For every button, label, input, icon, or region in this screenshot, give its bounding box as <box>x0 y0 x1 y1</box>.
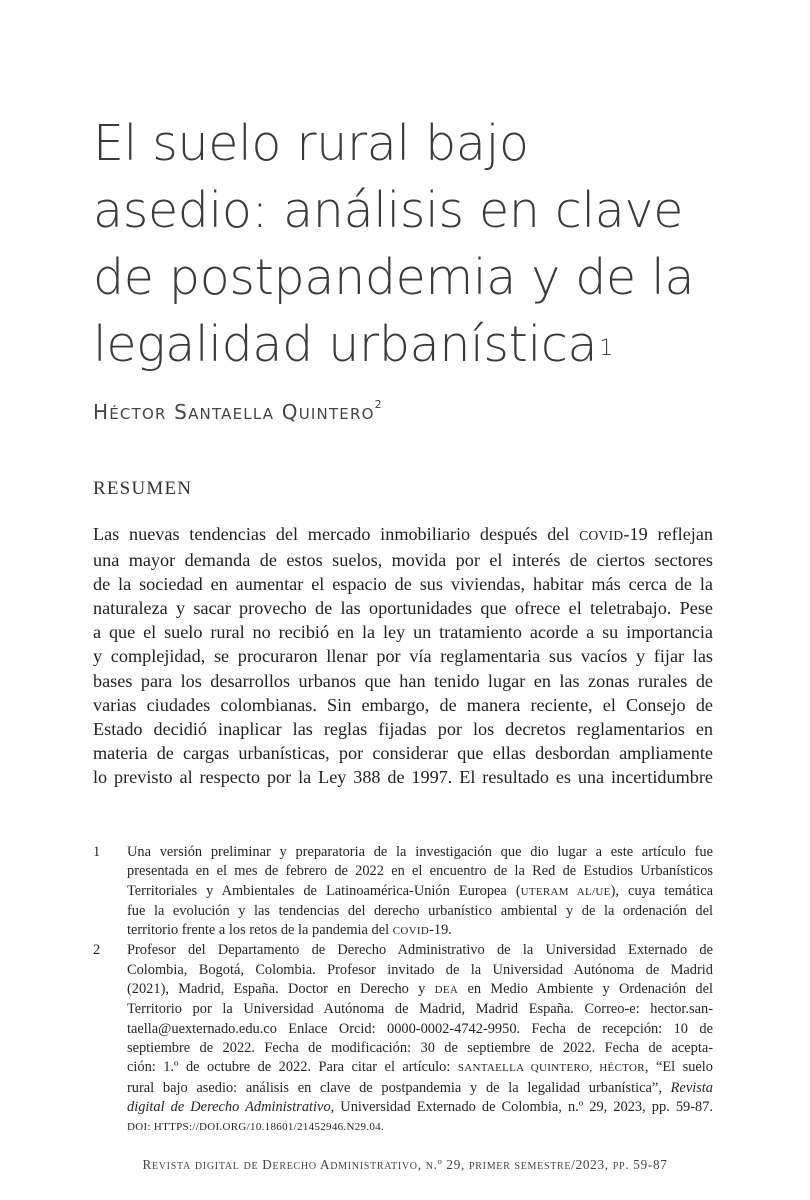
small-caps-text: SANTAELLA QUINTERO, HÉCTOR <box>457 1062 645 1075</box>
abstract-body <box>93 522 713 789</box>
line-text: , “El suelo <box>644 1059 713 1076</box>
line-text: septiembre de 2022. Fecha de modificación: 30 de septiembre de 2022. Fecha de acepta- <box>127 1039 713 1056</box>
text-line <box>127 1020 713 1039</box>
line-text: territorio frente a los retos de la pandemia del <box>127 922 393 939</box>
title-line-text: legalidad urbanística <box>93 316 598 373</box>
text-line <box>127 1117 713 1137</box>
text-line <box>127 1000 713 1019</box>
footnote <box>93 941 713 1137</box>
text-line <box>93 522 713 548</box>
footnote-number: 1 <box>93 844 101 860</box>
line-text: Profesor del Departamento de Derecho Administrativo de la Universidad Externado de <box>127 942 713 959</box>
title-line: asedio: análisis en clave <box>93 182 684 239</box>
line-text: Estado decidió inaplicar las reglas fijadas por los decretos reglamentarios en <box>93 718 713 739</box>
author-initial: Q <box>281 400 299 424</box>
author-initial: S <box>174 400 189 424</box>
line-text: bases para los desarrollos urbanos que han tenido lugar en las zonas rurales de <box>93 670 713 691</box>
title-line: El suelo rural bajo <box>93 115 529 172</box>
text-line <box>127 862 713 881</box>
line-text: , Universidad Externado de Colombia, n.º 29, 2023, pp. 59-87. <box>330 1098 713 1115</box>
small-caps-text: COVID <box>579 528 624 543</box>
text-line <box>93 596 713 620</box>
text-line <box>93 741 713 765</box>
title-line <box>93 311 733 378</box>
abstract-heading: RESUMEN <box>93 478 193 499</box>
author-initial: H <box>93 400 110 424</box>
author-name-rest: ÉCTOR <box>109 405 167 423</box>
author-name-rest: UINTERO <box>298 405 375 423</box>
text-line <box>93 693 713 717</box>
line-text: -19 reflejan <box>623 524 713 544</box>
line-text: fue la evolución y las tendencias del derecho urbanístico ambiental y de la ordenación del <box>127 902 713 919</box>
line-text: Territorio por la Universidad Autónoma de Madrid, Madrid España. Correo-e: hector.san- <box>127 1001 713 1018</box>
line-text: (2021), Madrid, España. Doctor en Derecho y <box>127 981 435 998</box>
journal-name-italic: Revista <box>670 1079 713 1096</box>
line-text: y complejidad, se procuraron llenar por vía reglamentaria sus vacíos y fijar las <box>93 646 713 667</box>
text-line <box>93 572 713 596</box>
journal-name-italic: digital de Derecho Administrativo <box>127 1098 331 1115</box>
author-name <box>93 400 383 424</box>
text-line <box>127 882 713 902</box>
text-line <box>93 669 713 693</box>
line-text: presentada en el mes de febrero de 2022 en el encuentro de la Red de Estudios Urbanísticos <box>127 863 713 880</box>
line-text: naturaleza y sacar provecho de las oportunidades que ofrece el teletrabajo. Pese <box>93 598 713 619</box>
text-line <box>127 1098 713 1117</box>
text-line <box>93 765 713 789</box>
text-line <box>127 980 713 1000</box>
line-text: materia de cargas urbanísticas, por considerar que ellas desbordan ampliamente <box>93 742 713 763</box>
text-line <box>93 644 713 668</box>
line-text: ), cuya temática <box>610 882 713 899</box>
line-text: una mayor demanda de estos suelos, movida por el interés de ciertos sectores <box>93 550 713 571</box>
running-footer <box>0 1157 810 1173</box>
line-text: lo previsto al respecto por la Ley 388 de 1997. El resultado es una incertidumbre <box>93 766 713 787</box>
small-caps-text: DEA <box>434 984 459 997</box>
text-line <box>127 941 713 960</box>
line-text: Territoriales y Ambientales de Latinoamérica-Unión Europea ( <box>127 882 521 899</box>
footnote <box>93 843 713 941</box>
line-text: taella@uexternado.edu.co Enlace Orcid: 0000-0002-4742-9950. Fecha de recepción: 10 de <box>127 1020 713 1037</box>
text-line <box>127 961 713 980</box>
small-caps-text: UTERAM AL/UE <box>520 885 611 898</box>
article-title <box>93 110 733 378</box>
line-text: en Medio Ambiente y Ordenación del <box>458 981 713 998</box>
footnote-number: 2 <box>93 942 101 959</box>
small-caps-text: DOI <box>127 1121 148 1134</box>
text-line <box>127 902 713 921</box>
text-line <box>127 843 713 862</box>
line-text: rural bajo asedio: análisis en clave de postpandemia y de la legalidad urbanística”, <box>127 1079 671 1096</box>
line-text: Colombia, Bogotá, Colombia. Profesor invitado de la Universidad Autónoma de Madrid <box>127 961 713 978</box>
footnotes <box>93 843 713 1137</box>
text-line <box>93 620 713 644</box>
line-text: varias ciudades colombianas. Sin embargo, de manera reciente, el Consejo de <box>93 694 713 715</box>
small-caps-text: : HTTPS://DOI.ORG/10.18601/21452946.N29.04. <box>147 1121 385 1134</box>
text-line <box>93 717 713 741</box>
line-text: a que el suelo rural no recibió en la ley un tratamiento acorde a su importancia <box>93 622 713 643</box>
text-line <box>127 1039 713 1058</box>
text-line <box>127 921 713 941</box>
title-line: de postpandemia y de la <box>93 249 695 306</box>
text-line <box>93 548 713 572</box>
small-caps-text: COVID <box>392 925 430 938</box>
author-footnote-marker[interactable]: 2 <box>374 398 383 411</box>
line-text: ción: 1.º de octubre de 2022. Para citar el artículo: <box>127 1059 458 1076</box>
text-line <box>127 1079 713 1098</box>
line-text: de la sociedad en aumentar el espacio de sus viviendas, habitar más cerca de la <box>93 574 713 595</box>
running-footer-text: REVISTA DIGITAL DE DERECHO ADMINISTRATIVO, N.º 29, PRIMER SEMESTRE/2023, PP. 59-87 <box>142 1157 668 1172</box>
author-name-rest: ANTAELLA <box>188 405 275 423</box>
text-line <box>127 1058 713 1078</box>
title-footnote-marker[interactable]: 1 <box>599 336 613 361</box>
line-text: Las nuevas tendencias del mercado inmobiliario después del <box>93 524 580 544</box>
line-text: -19. <box>429 922 452 939</box>
line-text: Una versión preliminar y preparatoria de la investigación que dio lugar a este artículo fue <box>127 844 713 860</box>
